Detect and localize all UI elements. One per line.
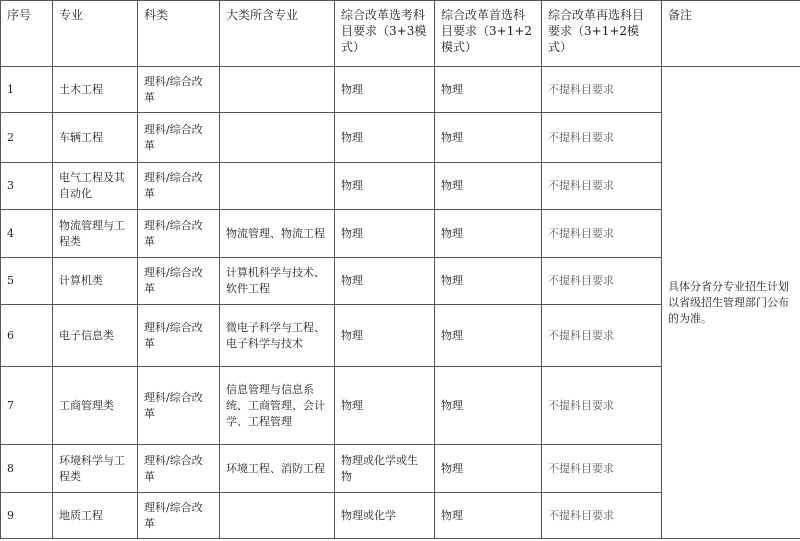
- row-includes: [220, 67, 335, 113]
- row-no: 8: [1, 445, 53, 493]
- header-first-choice: 综合改革首选科目要求（3+1+2模式）: [435, 1, 542, 67]
- row-second-choice: 不提科目要求: [542, 367, 662, 445]
- row-no: 1: [1, 67, 53, 113]
- table-row: [1, 67, 800, 113]
- row-second-choice: 不提科目要求: [542, 493, 662, 539]
- row-major: 物流管理与工程类: [53, 210, 138, 258]
- row-category: 理科/综合改革: [138, 67, 220, 113]
- row-second-choice: 不提科目要求: [542, 258, 662, 305]
- row-no: 5: [1, 258, 53, 305]
- row-includes: 计算机科学与技术、软件工程: [220, 258, 335, 305]
- row-second-choice: 不提科目要求: [542, 67, 662, 113]
- row-first-choice: 物理: [435, 305, 542, 367]
- row-category: 理科/综合改革: [138, 367, 220, 445]
- row-major: 工商管理类: [53, 367, 138, 445]
- row-major: 计算机类: [53, 258, 138, 305]
- row-category: 理科/综合改革: [138, 113, 220, 163]
- row-no: 7: [1, 367, 53, 445]
- row-req-33: 物理: [335, 305, 435, 367]
- remark-cell: 具体分省分专业招生计划以省级招生管理部门公布的为准。: [662, 67, 800, 539]
- row-no: 4: [1, 210, 53, 258]
- row-category: 理科/综合改革: [138, 210, 220, 258]
- header-includes: 大类所含专业: [220, 1, 335, 67]
- row-no: 6: [1, 305, 53, 367]
- row-no: 9: [1, 493, 53, 539]
- row-no: 3: [1, 163, 53, 210]
- row-req-33: 物理: [335, 163, 435, 210]
- row-includes: [220, 493, 335, 539]
- row-major: 环境科学与工程类: [53, 445, 138, 493]
- row-first-choice: 物理: [435, 258, 542, 305]
- row-category: 理科/综合改革: [138, 445, 220, 493]
- header-no: 序号: [1, 1, 53, 67]
- row-includes: 微电子科学与工程、电子科学与技术: [220, 305, 335, 367]
- row-second-choice: 不提科目要求: [542, 445, 662, 493]
- row-second-choice: 不提科目要求: [542, 113, 662, 163]
- row-category: 理科/综合改革: [138, 493, 220, 539]
- row-first-choice: 物理: [435, 113, 542, 163]
- row-second-choice: 不提科目要求: [542, 305, 662, 367]
- row-category: 理科/综合改革: [138, 305, 220, 367]
- row-includes: 信息管理与信息系统、工商管理、会计学、工程管理: [220, 367, 335, 445]
- row-category: 理科/综合改革: [138, 258, 220, 305]
- row-second-choice: 不提科目要求: [542, 210, 662, 258]
- row-second-choice: 不提科目要求: [542, 163, 662, 210]
- row-major: 电子信息类: [53, 305, 138, 367]
- header-req-33: 综合改革选考科目要求（3+3模式）: [335, 1, 435, 67]
- header-category: 科类: [138, 1, 220, 67]
- row-req-33: 物理: [335, 210, 435, 258]
- row-req-33: 物理: [335, 113, 435, 163]
- header-major: 专业: [53, 1, 138, 67]
- header-row: [1, 1, 800, 67]
- row-req-33: 物理: [335, 258, 435, 305]
- row-major: 车辆工程: [53, 113, 138, 163]
- row-includes: 物流管理、物流工程: [220, 210, 335, 258]
- row-req-33: 物理: [335, 367, 435, 445]
- row-req-33: 物理: [335, 67, 435, 113]
- header-remark: 备注: [662, 1, 800, 67]
- row-includes: [220, 113, 335, 163]
- row-first-choice: 物理: [435, 210, 542, 258]
- row-includes: [220, 163, 335, 210]
- row-includes: 环境工程、消防工程: [220, 445, 335, 493]
- row-major: 地质工程: [53, 493, 138, 539]
- row-no: 2: [1, 113, 53, 163]
- row-first-choice: 物理: [435, 67, 542, 113]
- row-first-choice: 物理: [435, 367, 542, 445]
- row-major: 电气工程及其自动化: [53, 163, 138, 210]
- row-first-choice: 物理: [435, 493, 542, 539]
- row-category: 理科/综合改革: [138, 163, 220, 210]
- header-second-choice: 综合改革再选科目要求（3+1+2模式）: [542, 1, 662, 67]
- row-first-choice: 物理: [435, 445, 542, 493]
- row-major: 土木工程: [53, 67, 138, 113]
- row-req-33: 物理或化学或生物: [335, 445, 435, 493]
- row-first-choice: 物理: [435, 163, 542, 210]
- row-req-33: 物理或化学: [335, 493, 435, 539]
